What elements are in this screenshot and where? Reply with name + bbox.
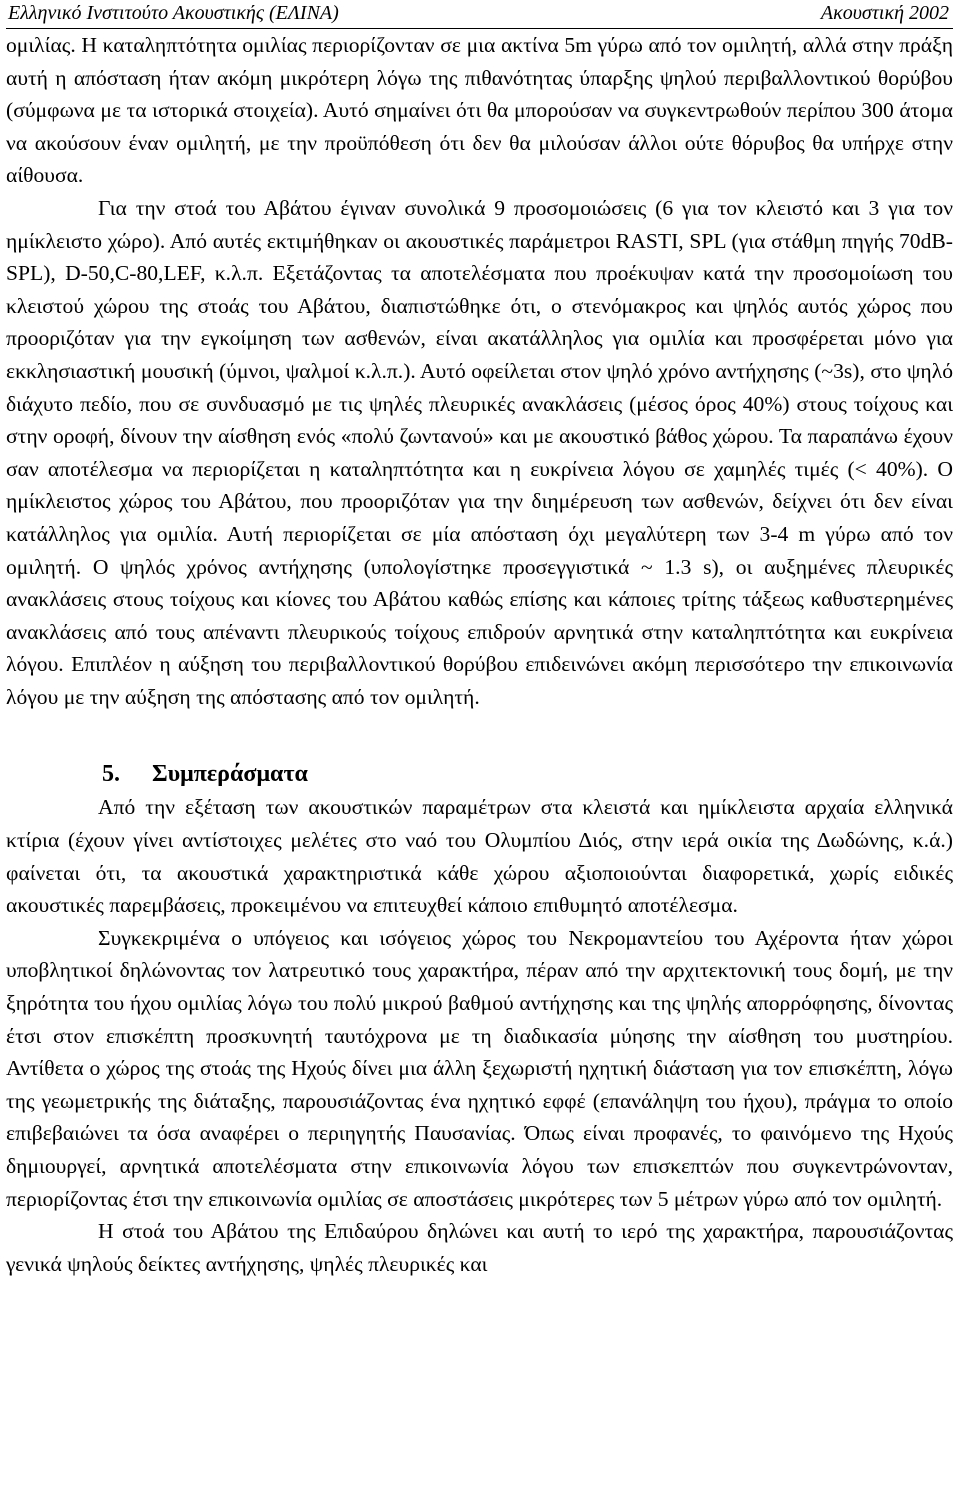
section-number: 5. — [102, 761, 120, 788]
header-conference: Ακουστική 2002 — [820, 2, 949, 24]
paragraph: Συγκεκριμένα ο υπόγειος και ισόγειος χώρος του Νεκρομαντείου του Αχέροντα ήταν χώροι υποβλητικοί δηλώνοντας τον λατρευτικό τους χαρακτήρα, πέραν από την αρχιτεκτονική τους δομή, με την ξηρότητα του ήχου ομιλίας λόγω του πολύ μικρού βαθμού αντήχησης και της ψηλής απορρόφησης, δίνοντας έτσι στον επισκέπτη προσκυνητή ταυτόχρονα με τη διαδικασία μύησης την αίσθηση του μυστηρίου. Αντίθετα ο χώρος της στοάς της Ηχούς δίνει μια άλλη ξεχωριστή ηχητική διάσταση για τον επισκέπτη, λόγω της γεωμετρικής της διάταξης, παρουσιάζοντας ένα ηχητικό εφφέ (επανάληψη του ήχου), πράγμα το οποίο επιβεβαιώνει τα όσα αναφέρει ο περιηγητής Παυσανίας. Όπως είναι προφανές, το φαινόμενο της Ηχούς δημιουργεί, αρνητικά αποτελέσματα στην επικοινωνία λόγου των επισκεπτών που συγκεντρώνονταν, περιορίζοντας έτσι την επικοινωνία ομιλίας σε αποστάσεις μικρότερες των 5 μέτρων γύρω από τον ομιλητή. — [6, 925, 953, 1211]
paragraph: Για την στοά του Αβάτου έγιναν συνολικά 9 προσομοιώσεις (6 για τον κλειστό και 3 για τον ημίκλειστο χώρο). Από αυτές εκτιμήθηκαν οι ακουστικές παράμετροι RASTI, SPL (για στάθμη πηγής 70dB-SPL), D-50,C-80,LEF, κ.λ.π. Εξετάζοντας τα αποτελέσματα που προέκυψαν κατά την προσομοίωση του κλειστού χώρου της στοάς του Αβάτου, διαπιστώθηκε ότι, ο στενόμακρος και ψηλός αυτός χώρος που προοριζόταν για την εγκοίμηση των ασθενών, είναι ακατάλληλος για ομιλία και προσφέρεται μόνο για εκκλησιαστική μουσική (ύμνοι, ψαλμοί κ.λ.π.). Αυτό οφείλεται στον ψηλό χρόνο αντήχησης (~3s), στο ψηλό διάχυτο πεδίο, που σε συνδυασμό με τις ψηλές πλευρικές ανακλάσεις (μέσος όρος 40%) στους τοίχους και στην οροφή, δίνουν την αίσθηση ενός «πολύ ζωντανού» και με ακουστικό βάθος χώρου. Τα παραπάνω έχουν σαν αποτέλεσμα να περιορίζεται η καταληπτότητα και η ευκρίνεια λόγου σε χαμηλές τιμές (< 40%). Ο ημίκλειστος χώρος του Αβάτου, που προοριζόταν για την διημέρευση των ασθενών, δείχνει ότι δεν είναι κατάλληλος για ομιλία. Αυτή περιορίζεται σε μία απόσταση όχι μεγαλύτερη των 3-4 m γύρω από τον ομιλητή. Ο ψηλός χρόνος αντήχησης (υπολογίστηκε προσεγγιστικά ~ 1.3 s), οι αυξημένες πλευρικές ανακλάσεις στους τοίχους και κίονες του Αβάτου καθώς επίσης και κάποιες τρίτης τάξεως καθυστερημένες ανακλάσεις από τους απέναντι πλευρικούς τοίχους επιδρούν αρνητικά στην καταληπτότητα και ευκρίνεια λόγου. Επιπλέον η αύξηση του περιβαλλοντικού θορύβου επιδεινώνει ακόμη περισσότερο την επικοινωνία λόγου με την αύξηση της απόστασης από τον ομιλητή. — [6, 195, 953, 709]
header-institute: Ελληνικό Ινστιτούτο Ακουστικής (ΕΛΙΝΑ) — [8, 2, 339, 24]
body-text — [6, 29, 953, 1280]
paragraph: ομιλίας. Η καταληπτότητα ομιλίας περιορίζονταν σε μια ακτίνα 5m γύρω από τον ομιλητή, αλλά στην πράξη αυτή η απόσταση ήταν ακόμη μικρότερη λόγω της πιθανότητας ύπαρξης ψηλού περιβαλλοντικού θορύβου (σύμφωνα με τα ιστορικά στοιχεία). Αυτό σημαίνει ότι θα μπορούσαν να συγκεντρωθούν περίπου 300 άτομα να ακούσουν έναν ομιλητή, με την προϋπόθεση ότι δεν θα μιλούσαν άλλοι ούτε θόρυβος θα υπήρχε στην αίθουσα. — [6, 33, 953, 188]
paragraph: Από την εξέταση των ακουστικών παραμέτρων στα κλειστά και ημίκλειστα αρχαία ελληνικά κτίρια (έχουν γίνει αντίστοιχες μελέτες στο ναό του Ολυμπίου Διός, στην ιερά οικία της Δωδώνης, κ.ά.) φαίνεται ότι, τα ακουστικά χαρακτηριστικά κάθε χώρου αξιοποιούνται διαφορετικά, χωρίς ειδικές ακουστικές παρεμβάσεις, προκειμένου να επιτευχθεί κάποιο επιθυμητό αποτέλεσμα. — [6, 795, 953, 918]
paragraph: Η στοά του Αβάτου της Επιδαύρου δηλώνει και αυτή το ιερό της χαρακτήρα, παρουσιάζοντας γενικά ψηλούς δείκτες αντήχησης, ψηλές πλευρικές και — [6, 1219, 953, 1276]
section-title: Συμπεράσματα — [152, 761, 308, 788]
section-heading — [6, 759, 953, 789]
page-header — [6, 0, 953, 29]
